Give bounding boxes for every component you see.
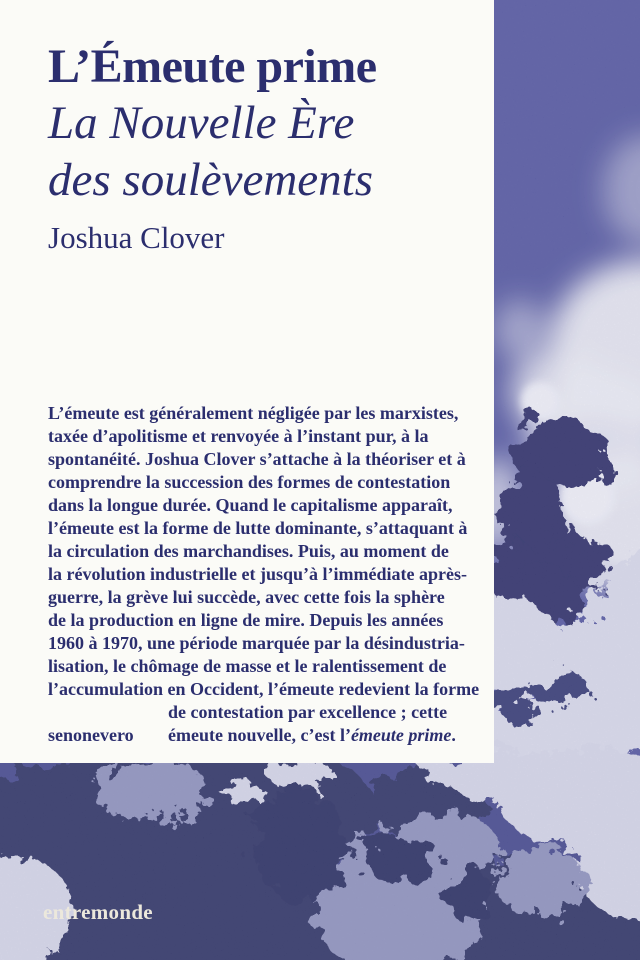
blurb-line: lisation, le chômage de masse et le ralentissement de [48,656,447,676]
blurb-line: la circulation des marchandises. Puis, au moment de [48,541,449,561]
blurb-last-post: . [451,725,456,745]
blurb-line: 1960 à 1970, une période marquée par la désindustria- [48,633,465,653]
back-blurb [48,402,488,747]
blurb-line: L’émeute est généralement négligée par les marxistes, [48,403,459,423]
blurb-indent-line: de contestation par excellence ; cette [168,702,448,722]
blurb-last-pre: émeute nouvelle, c’est l’ [168,725,351,745]
blurb-line: guerre, la grève lui succède, avec cette fois la sphère [48,587,445,607]
publisher-entremonde: entremonde [43,900,153,924]
blurb-last-italic: émeute prime [350,725,452,745]
author-name: Joshua Clover [48,220,225,255]
blurb-line: de la production en ligne de mire. Depuis les années [48,610,444,630]
blurb-last-line [48,724,488,747]
blurb-line: l’émeute est la forme de lutte dominante, s’attaquant à [48,518,468,538]
book-subtitle-line2: des soulèvements [48,154,373,206]
title-block [48,38,377,209]
blurb-line: la révolution industrielle et jusqu’à l’immédiate après- [48,564,467,584]
book-subtitle-line1: La Nouvelle Ère [48,97,355,149]
blurb-line: l’accumulation en Occident, l’émeute redevient la forme [48,679,480,699]
blurb-last-line-text [168,724,456,747]
blurb-lines [48,402,488,701]
blurb-line: taxée d’apolitisme et renvoyée à l’instant pur, à la [48,426,429,446]
blurb-line: comprendre la succession des formes de contestation [48,472,451,492]
imprint-senonevero: senonevero [48,725,134,745]
blurb-line: dans la longue durée. Quand le capitalisme apparaît, [48,495,453,515]
blurb-line: spontanéité. Joshua Clover s’attache à la théoriser et à [48,449,466,469]
book-title: L’Émeute prime [48,40,377,93]
